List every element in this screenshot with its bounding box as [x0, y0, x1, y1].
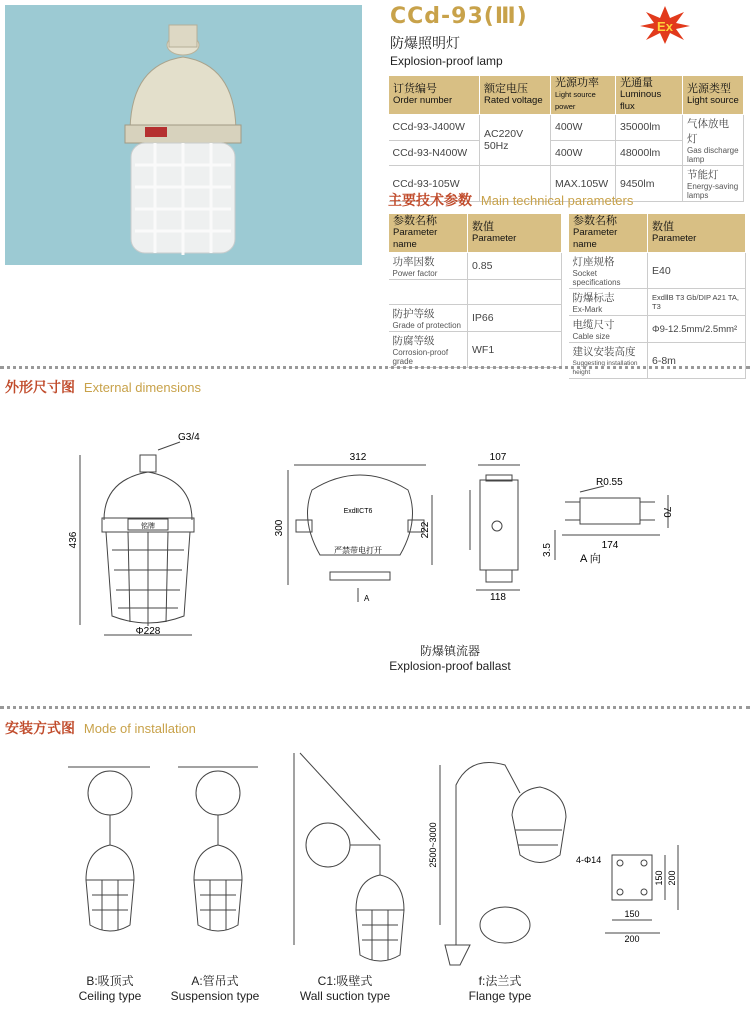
- ballast-caption: 防爆镇流器 Explosion-proof ballast: [389, 644, 511, 673]
- lamp-photo-illustration: [5, 5, 362, 265]
- installation-drawings: [0, 745, 750, 970]
- param-value: 6-8m: [648, 343, 746, 379]
- divider: [0, 706, 750, 709]
- install-dim-200b: 200: [667, 870, 677, 886]
- install-section-title: 安装方式图 Mode of installation: [5, 721, 196, 737]
- light-source-type: 节能灯 Energy-saving lamps: [683, 166, 744, 202]
- param-name: 防爆标志 Ex-Mark: [569, 289, 648, 316]
- param-value: IP66: [468, 305, 562, 332]
- dim-height-300: 300: [274, 519, 285, 537]
- dim-r055: R0.55: [596, 477, 623, 488]
- install-dim-150b: 150: [654, 870, 664, 886]
- light-source-type: 气体放电灯 Gas discharge lamp: [683, 115, 744, 166]
- install-dim-200a: 200: [624, 934, 640, 944]
- source-power: 400W: [551, 140, 616, 166]
- ex-badge: [640, 6, 690, 44]
- divider: [0, 366, 750, 369]
- ex-star-icon: [640, 6, 690, 44]
- source-power: MAX.105W: [551, 166, 616, 202]
- dim-3-5: 3.5: [542, 543, 553, 557]
- luminous-flux: 9450lm: [616, 166, 683, 202]
- order-table: [388, 75, 744, 202]
- table-row: [569, 289, 746, 316]
- table-row: [389, 253, 562, 280]
- dim-width-174: 174: [601, 540, 619, 551]
- dim-a-view: A 向: [580, 553, 601, 565]
- param-name: 功率因数 Power factor: [389, 253, 468, 280]
- install-holes: 4-Φ14: [576, 855, 602, 865]
- product-photo: [5, 5, 362, 265]
- params-table-right: [568, 213, 746, 379]
- table-row: [389, 280, 562, 305]
- dim-a-label: A: [364, 594, 370, 603]
- table-row: [569, 343, 746, 379]
- dim-width-107: 107: [489, 452, 507, 463]
- param-name: 建议安装高度 Suggesting installation height: [569, 343, 648, 379]
- dim-height-436: 436: [68, 531, 79, 549]
- power-header: 光源功率 Light source power: [551, 76, 616, 115]
- param-name: [389, 280, 468, 305]
- param-value-header: 数值 Parameter: [468, 214, 562, 253]
- dim-diameter-228: Φ228: [135, 626, 161, 637]
- param-value: [468, 280, 562, 305]
- dim-section-title: 外形尺寸图 External dimensions: [5, 380, 201, 396]
- order-number: CCd-93-105W: [389, 166, 480, 202]
- install-caption-suspension: A:管吊式 Suspension type: [170, 974, 260, 1003]
- product-name-en: Explosion-proof lamp: [390, 54, 503, 68]
- dim-height-222: 222: [420, 521, 431, 539]
- product-title: CCd-93(Ⅲ): [390, 4, 528, 29]
- param-name-header: 参数名称 Parameter name: [569, 214, 648, 253]
- param-name: 电缆尺寸 Cable size: [569, 316, 648, 343]
- product-name-cn: 防爆照明灯: [390, 36, 460, 52]
- param-value: WF1: [468, 332, 562, 368]
- tech-section-title: 主要技术参数 Main technical parameters: [388, 193, 634, 209]
- dim-plate-label: 铭牌: [141, 523, 155, 530]
- luminous-flux: 35000lm: [616, 115, 683, 141]
- install-caption-ceiling: B:吸顶式 Ceiling type: [78, 974, 142, 1003]
- luminous-flux: 48000lm: [616, 140, 683, 166]
- dim-width-118: 118: [490, 592, 506, 603]
- param-value-header: 数值 Parameter: [648, 214, 746, 253]
- param-value: 0.85: [468, 253, 562, 280]
- rated-voltage: AC220V 50Hz: [480, 115, 551, 166]
- dim-height-70: 70: [661, 506, 672, 518]
- voltage-header: 额定电压 Rated voltage: [480, 76, 551, 115]
- param-value: E40: [648, 253, 746, 289]
- param-name: 灯座规格 Socket specifications: [569, 253, 648, 289]
- dim-width-312: 312: [349, 452, 367, 463]
- param-value: ExdⅡB T3 Gb/DIP A21 TA, T3: [648, 289, 746, 316]
- table-row: [569, 316, 746, 343]
- flux-header: 光通量 Luminous flux: [616, 76, 683, 115]
- dim-warning: 严禁带电打开: [334, 546, 382, 555]
- table-row: [389, 332, 562, 368]
- table-row: [389, 115, 744, 141]
- order-number: CCd-93-J400W: [389, 115, 480, 141]
- source-header: 光源类型 Light source: [683, 76, 744, 115]
- table-row: [569, 253, 746, 289]
- param-name: 防护等级 Grade of protection: [389, 305, 468, 332]
- source-power: 400W: [551, 115, 616, 141]
- install-caption-flange: f:法兰式 Flange type: [468, 974, 532, 1003]
- order-number: CCd-93-N400W: [389, 140, 480, 166]
- order-header: 订货编号 Order number: [389, 76, 480, 115]
- table-row: [389, 305, 562, 332]
- dim-exd-mark: ExdⅡCT6: [343, 508, 373, 515]
- install-height: 2500~3000: [428, 822, 438, 868]
- dim-g34: G3/4: [178, 432, 200, 443]
- param-value: Φ9-12.5mm/2.5mm²: [648, 316, 746, 343]
- install-dim-150a: 150: [624, 909, 640, 919]
- order-table-header: [389, 76, 744, 115]
- param-name: 防腐等级 Corrosion-proof grade: [389, 332, 468, 368]
- dimension-drawings: [0, 420, 750, 650]
- params-table-left: [388, 213, 562, 368]
- install-caption-wall: C1:吸壁式 Wall suction type: [299, 974, 391, 1003]
- ex-badge-text: Ex: [657, 19, 673, 34]
- param-name-header: 参数名称 Parameter name: [389, 214, 468, 253]
